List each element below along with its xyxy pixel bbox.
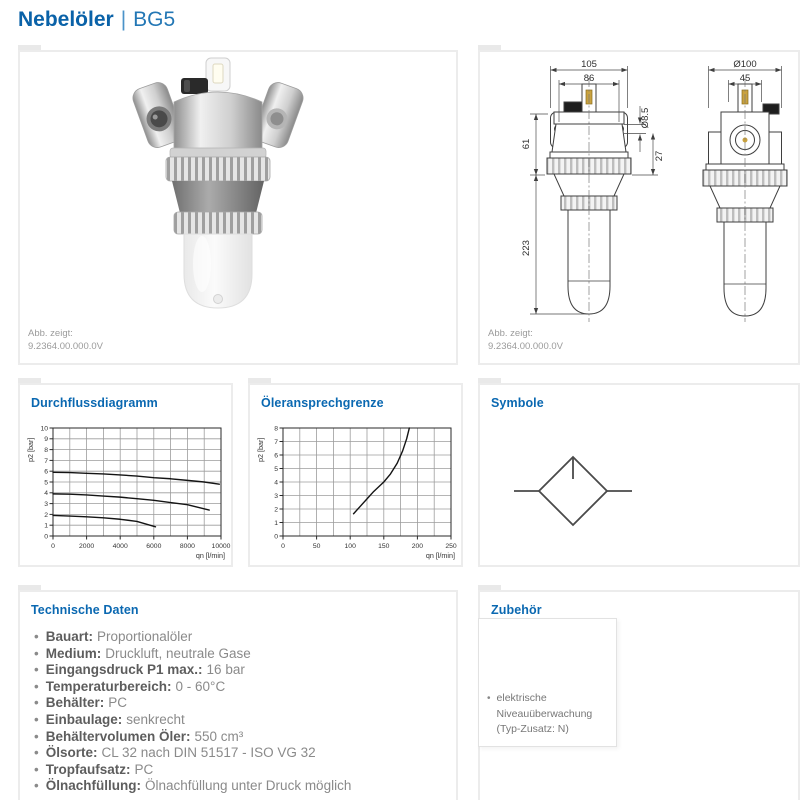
dim-top-height: 61 <box>521 138 532 150</box>
product-photo-panel <box>18 50 458 365</box>
svg-text:2: 2 <box>274 506 278 514</box>
svg-text:10: 10 <box>40 425 48 433</box>
flow-diagram-panel <box>18 383 233 567</box>
photo-drain <box>214 295 223 304</box>
bullet-icon: • <box>34 728 39 744</box>
svg-text:9: 9 <box>44 436 48 444</box>
symbol-heading: Symbole <box>491 396 544 410</box>
svg-text:100: 100 <box>344 543 356 550</box>
bullet-icon: • <box>34 678 39 694</box>
photo-knurled-ring-top <box>166 157 270 181</box>
svg-text:4000: 4000 <box>112 543 128 550</box>
tech-item: • Behältervolumen Öler: 550 cm³ <box>34 728 244 744</box>
bullet-icon: • <box>34 761 39 777</box>
accessories-box <box>478 618 617 747</box>
oil-response-panel <box>248 383 463 567</box>
dim-total-width: 105 <box>581 59 597 70</box>
page-title-size: BG5 <box>133 8 176 31</box>
dim-port-offset: 27 <box>654 150 665 162</box>
svg-text:7: 7 <box>44 457 48 465</box>
photo-knurled-ring-bottom <box>174 212 262 234</box>
dim-hole-dia: Ø8.5 <box>640 107 651 129</box>
symbol-panel <box>478 383 800 567</box>
accessories-panel <box>478 590 800 800</box>
tech-item: • Ölsorte: CL 32 nach DIN 51517 - ISO VG 32 <box>34 745 316 761</box>
tech-item: • Eingangsdruck P1 max.: 16 bar <box>34 662 245 678</box>
svg-text:200: 200 <box>411 543 424 550</box>
photo-head <box>174 92 262 152</box>
drawing-caption <box>488 327 563 353</box>
svg-text:0: 0 <box>274 533 278 541</box>
svg-text:qn [l/min]: qn [l/min] <box>425 551 455 560</box>
oil-response-chart <box>253 421 463 563</box>
bullet-icon: • <box>34 745 39 761</box>
svg-text:1: 1 <box>44 522 48 530</box>
svg-text:5: 5 <box>44 479 48 487</box>
svg-text:7: 7 <box>274 438 278 446</box>
svg-text:2000: 2000 <box>79 543 95 550</box>
title-divider: | <box>120 8 127 31</box>
oil-response-heading: Öleransprechgrenze <box>261 396 384 410</box>
panel-corner-tab <box>478 378 501 383</box>
svg-text:0: 0 <box>44 533 48 541</box>
panel-corner-tab <box>478 585 501 590</box>
svg-text:4: 4 <box>44 490 48 498</box>
bullet-icon: • <box>34 711 39 727</box>
lubricator-symbol <box>480 409 680 559</box>
svg-text:8: 8 <box>274 425 278 433</box>
panel-corner-tab <box>18 45 41 50</box>
tech-item: • Einbaulage: senkrecht <box>34 711 185 727</box>
caption-line: Abb. zeigt: <box>28 328 73 339</box>
flow-diagram-chart <box>23 421 233 563</box>
bullet-icon: • <box>34 695 39 711</box>
svg-text:4: 4 <box>274 479 278 487</box>
svg-text:5: 5 <box>274 465 278 473</box>
panel-corner-tab <box>18 585 41 590</box>
page-title-main: Nebelöler <box>18 8 114 31</box>
svg-text:2: 2 <box>44 511 48 519</box>
svg-text:150: 150 <box>378 543 390 550</box>
svg-text:1: 1 <box>274 519 278 527</box>
svg-text:6000: 6000 <box>146 543 162 550</box>
svg-text:p2 [bar]: p2 [bar] <box>256 437 265 462</box>
technical-data-panel <box>18 590 458 800</box>
dim-bowl-dia: Ø100 <box>733 59 757 70</box>
svg-text:0: 0 <box>51 543 55 550</box>
tech-item: • Medium: Druckluft, neutrale Gase <box>34 645 251 661</box>
accessory-text: elektrische Niveauüberwachung (Typ-Zusatz: N) <box>496 692 593 735</box>
panel-corner-tab <box>478 45 501 50</box>
photo-dome-pin <box>213 64 223 83</box>
accessory-item <box>487 691 592 738</box>
svg-text:8: 8 <box>44 447 48 454</box>
accessories-heading: Zubehör <box>491 603 542 617</box>
svg-text:250: 250 <box>445 543 457 550</box>
bullet-icon: • <box>34 645 39 661</box>
technical-data-heading: Technische Daten <box>31 603 139 617</box>
bullet-icon: • <box>34 778 39 794</box>
caption-part-number: 9.2364.00.000.0V <box>28 341 104 352</box>
svg-text:6: 6 <box>44 468 48 476</box>
photo-caption <box>28 327 103 353</box>
tech-item: • Tropfaufsatz: PC <box>34 761 154 777</box>
product-photo <box>118 56 318 326</box>
technical-drawing-panel <box>478 50 800 365</box>
dim-cap-width: 45 <box>739 73 751 84</box>
caption-line: Abb. zeigt: <box>488 328 533 339</box>
caption-part-number: 9.2364.00.000.0V <box>488 341 564 352</box>
dim-hole-spacing: 86 <box>583 73 595 84</box>
flow-diagram-heading: Durchflussdiagramm <box>31 396 158 410</box>
panel-corner-tab <box>18 378 41 383</box>
photo-lip-ring <box>170 148 266 158</box>
svg-text:50: 50 <box>312 543 321 550</box>
svg-text:3: 3 <box>274 492 278 500</box>
bullet-icon: • <box>487 693 491 704</box>
svg-text:6: 6 <box>274 452 278 460</box>
tech-item: • Bauart: Proportionalöler <box>34 629 193 644</box>
svg-text:8000: 8000 <box>179 543 195 550</box>
svg-text:10000: 10000 <box>211 543 231 550</box>
tech-item: • Temperaturbereich: 0 - 60°C <box>34 678 226 694</box>
bullet-icon: • <box>34 662 39 678</box>
photo-taper <box>172 181 264 213</box>
svg-text:0: 0 <box>281 543 285 550</box>
dimension-drawing <box>480 56 798 336</box>
tech-item: • Ölnachfüllung: Ölnachfüllung unter Druck möglich <box>34 778 352 794</box>
svg-text:p2 [bar]: p2 [bar] <box>26 437 35 462</box>
bullet-icon: • <box>34 629 39 644</box>
page-title <box>18 8 175 32</box>
dim-total-height: 223 <box>521 240 532 256</box>
tech-item: • Behälter: PC <box>34 695 128 711</box>
svg-text:3: 3 <box>44 501 48 508</box>
svg-text:qn [l/min]: qn [l/min] <box>195 551 225 560</box>
panel-corner-tab <box>248 378 271 383</box>
technical-data-list <box>34 629 351 795</box>
